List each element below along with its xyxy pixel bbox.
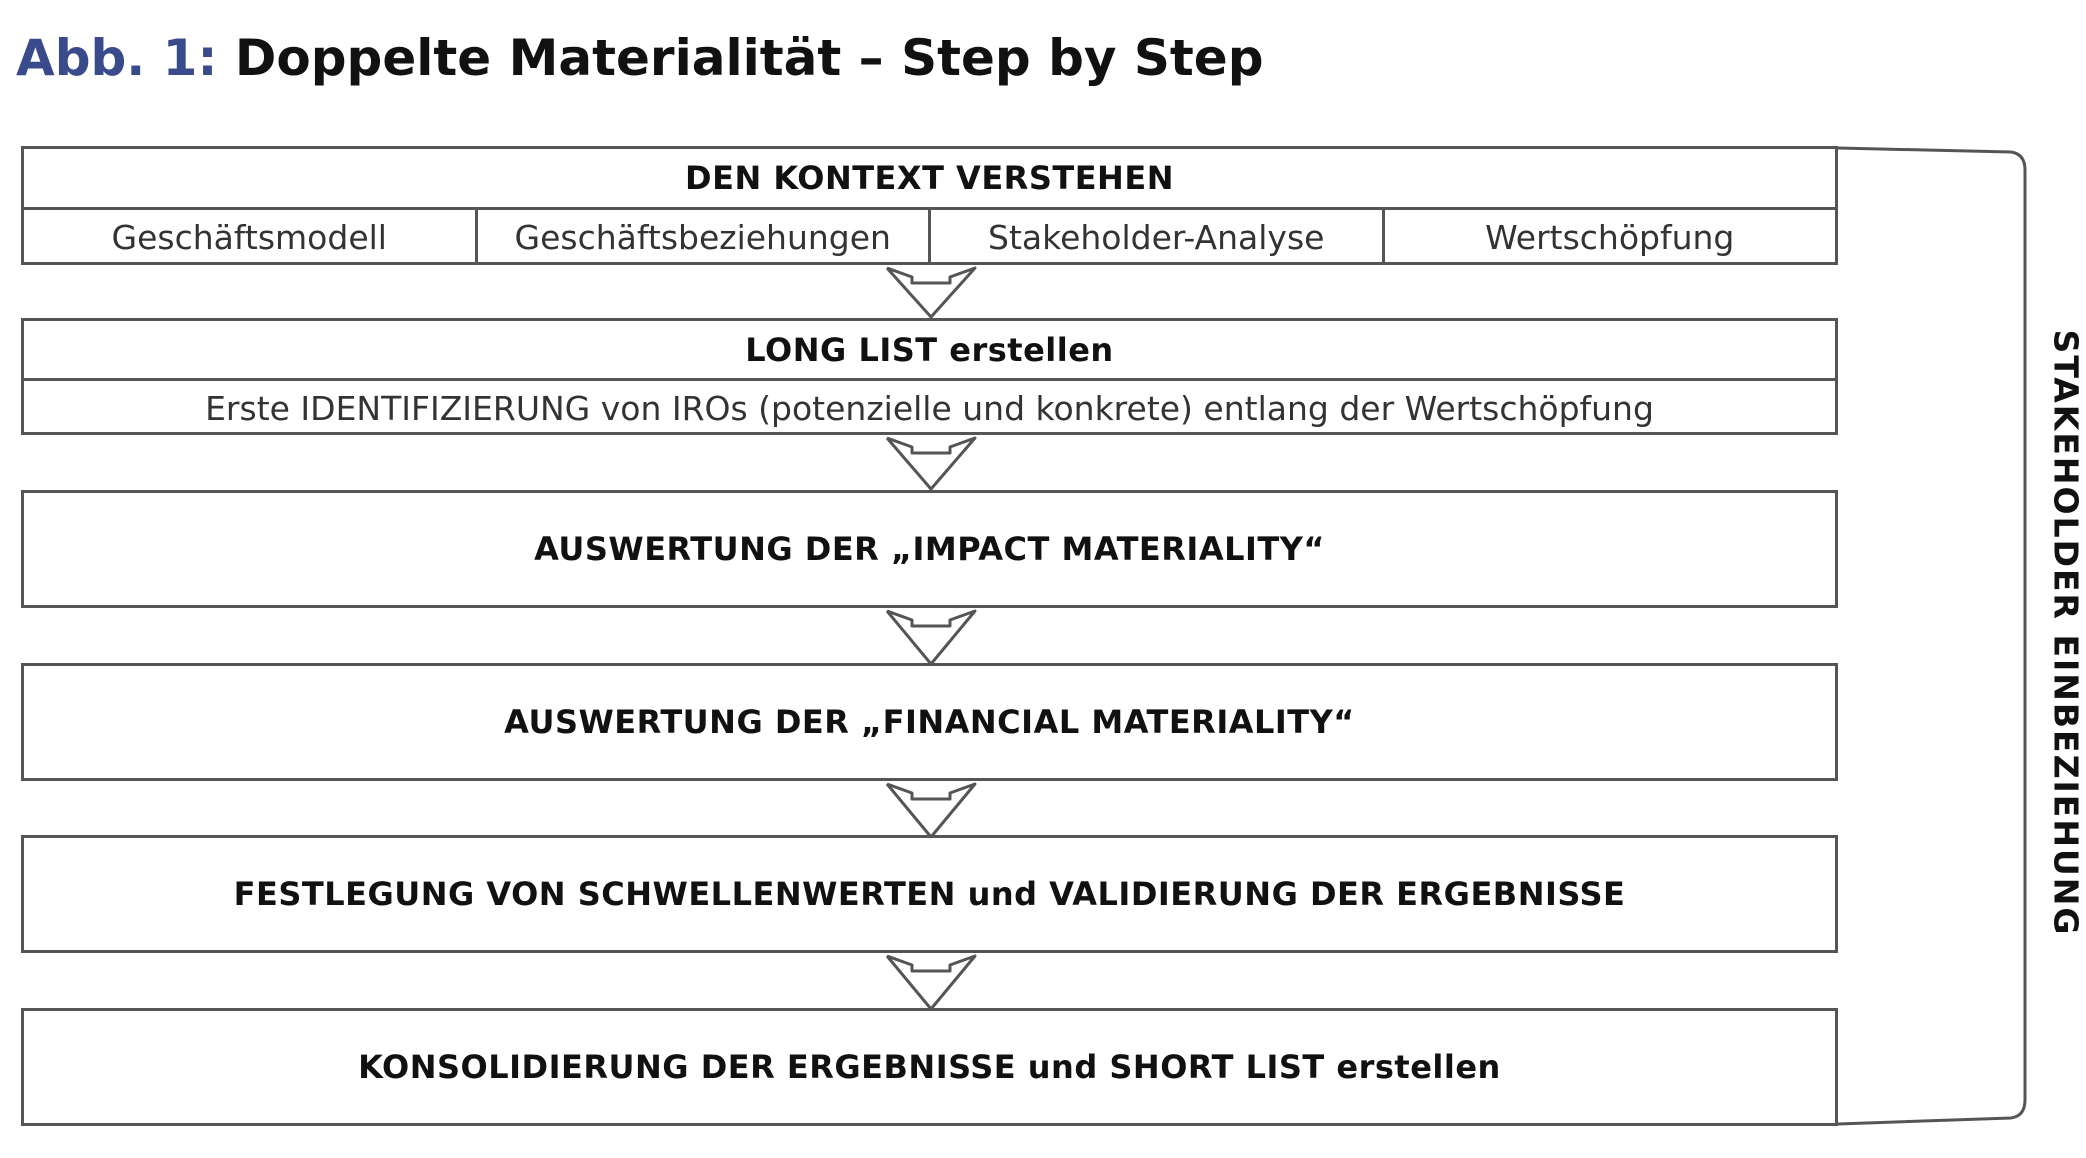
step-financial-box (21, 663, 1838, 781)
figure-title (16, 26, 1264, 90)
flow-arrow-5 (883, 953, 979, 1012)
stakeholder-bracket (1838, 146, 2038, 1126)
step-consolidation-box (21, 1008, 1838, 1126)
step-context-box (21, 146, 1838, 265)
step-thresholds-title: FESTLEGUNG VON SCHWELLENWERTEN und VALIDIERUNG DER ERGEBNISSE (233, 875, 1626, 913)
step-impact-box (21, 490, 1838, 608)
step-long-list-title: LONG LIST erstellen (745, 330, 1114, 369)
step-thresholds-box (21, 835, 1838, 953)
step-long-list-box (21, 318, 1838, 435)
step-long-list-subtitle: Erste IDENTIFIZIERUNG von IROs (potenzielle und konkrete) entlang der Wertschöpfung (205, 388, 1654, 428)
step-impact-title: AUSWERTUNG DER „IMPACT MATERIALITY“ (534, 530, 1325, 568)
context-cell-wertschoepfung: Wertschöpfung (1382, 210, 1836, 265)
context-cell-stakeholder-analyse: Stakeholder-Analyse (928, 210, 1382, 265)
step-financial-title: AUSWERTUNG DER „FINANCIAL MATERIALITY“ (504, 703, 1355, 741)
step-consolidation-title: KONSOLIDIERUNG DER ERGEBNISSE und SHORT LIST erstellen (358, 1048, 1501, 1086)
stakeholder-label: STAKEHOLDER EINBEZIEHUNG (2046, 329, 2086, 937)
flow-arrow-3 (883, 608, 979, 667)
context-cell-geschaeftsbeziehungen: Geschäftsbeziehungen (475, 210, 929, 265)
flow-arrow-1 (883, 265, 979, 320)
flow-arrow-4 (883, 781, 979, 840)
figure-title-text: Doppelte Materialität – Step by Step (234, 29, 1264, 87)
flow-arrow-2 (883, 435, 979, 492)
step-context-title: DEN KONTEXT VERSTEHEN (685, 159, 1174, 197)
context-cell-geschaeftsmodell: Geschäftsmodell (111, 218, 387, 257)
figure-number: Abb. 1: (16, 29, 218, 87)
step-context-cells (24, 207, 1835, 265)
